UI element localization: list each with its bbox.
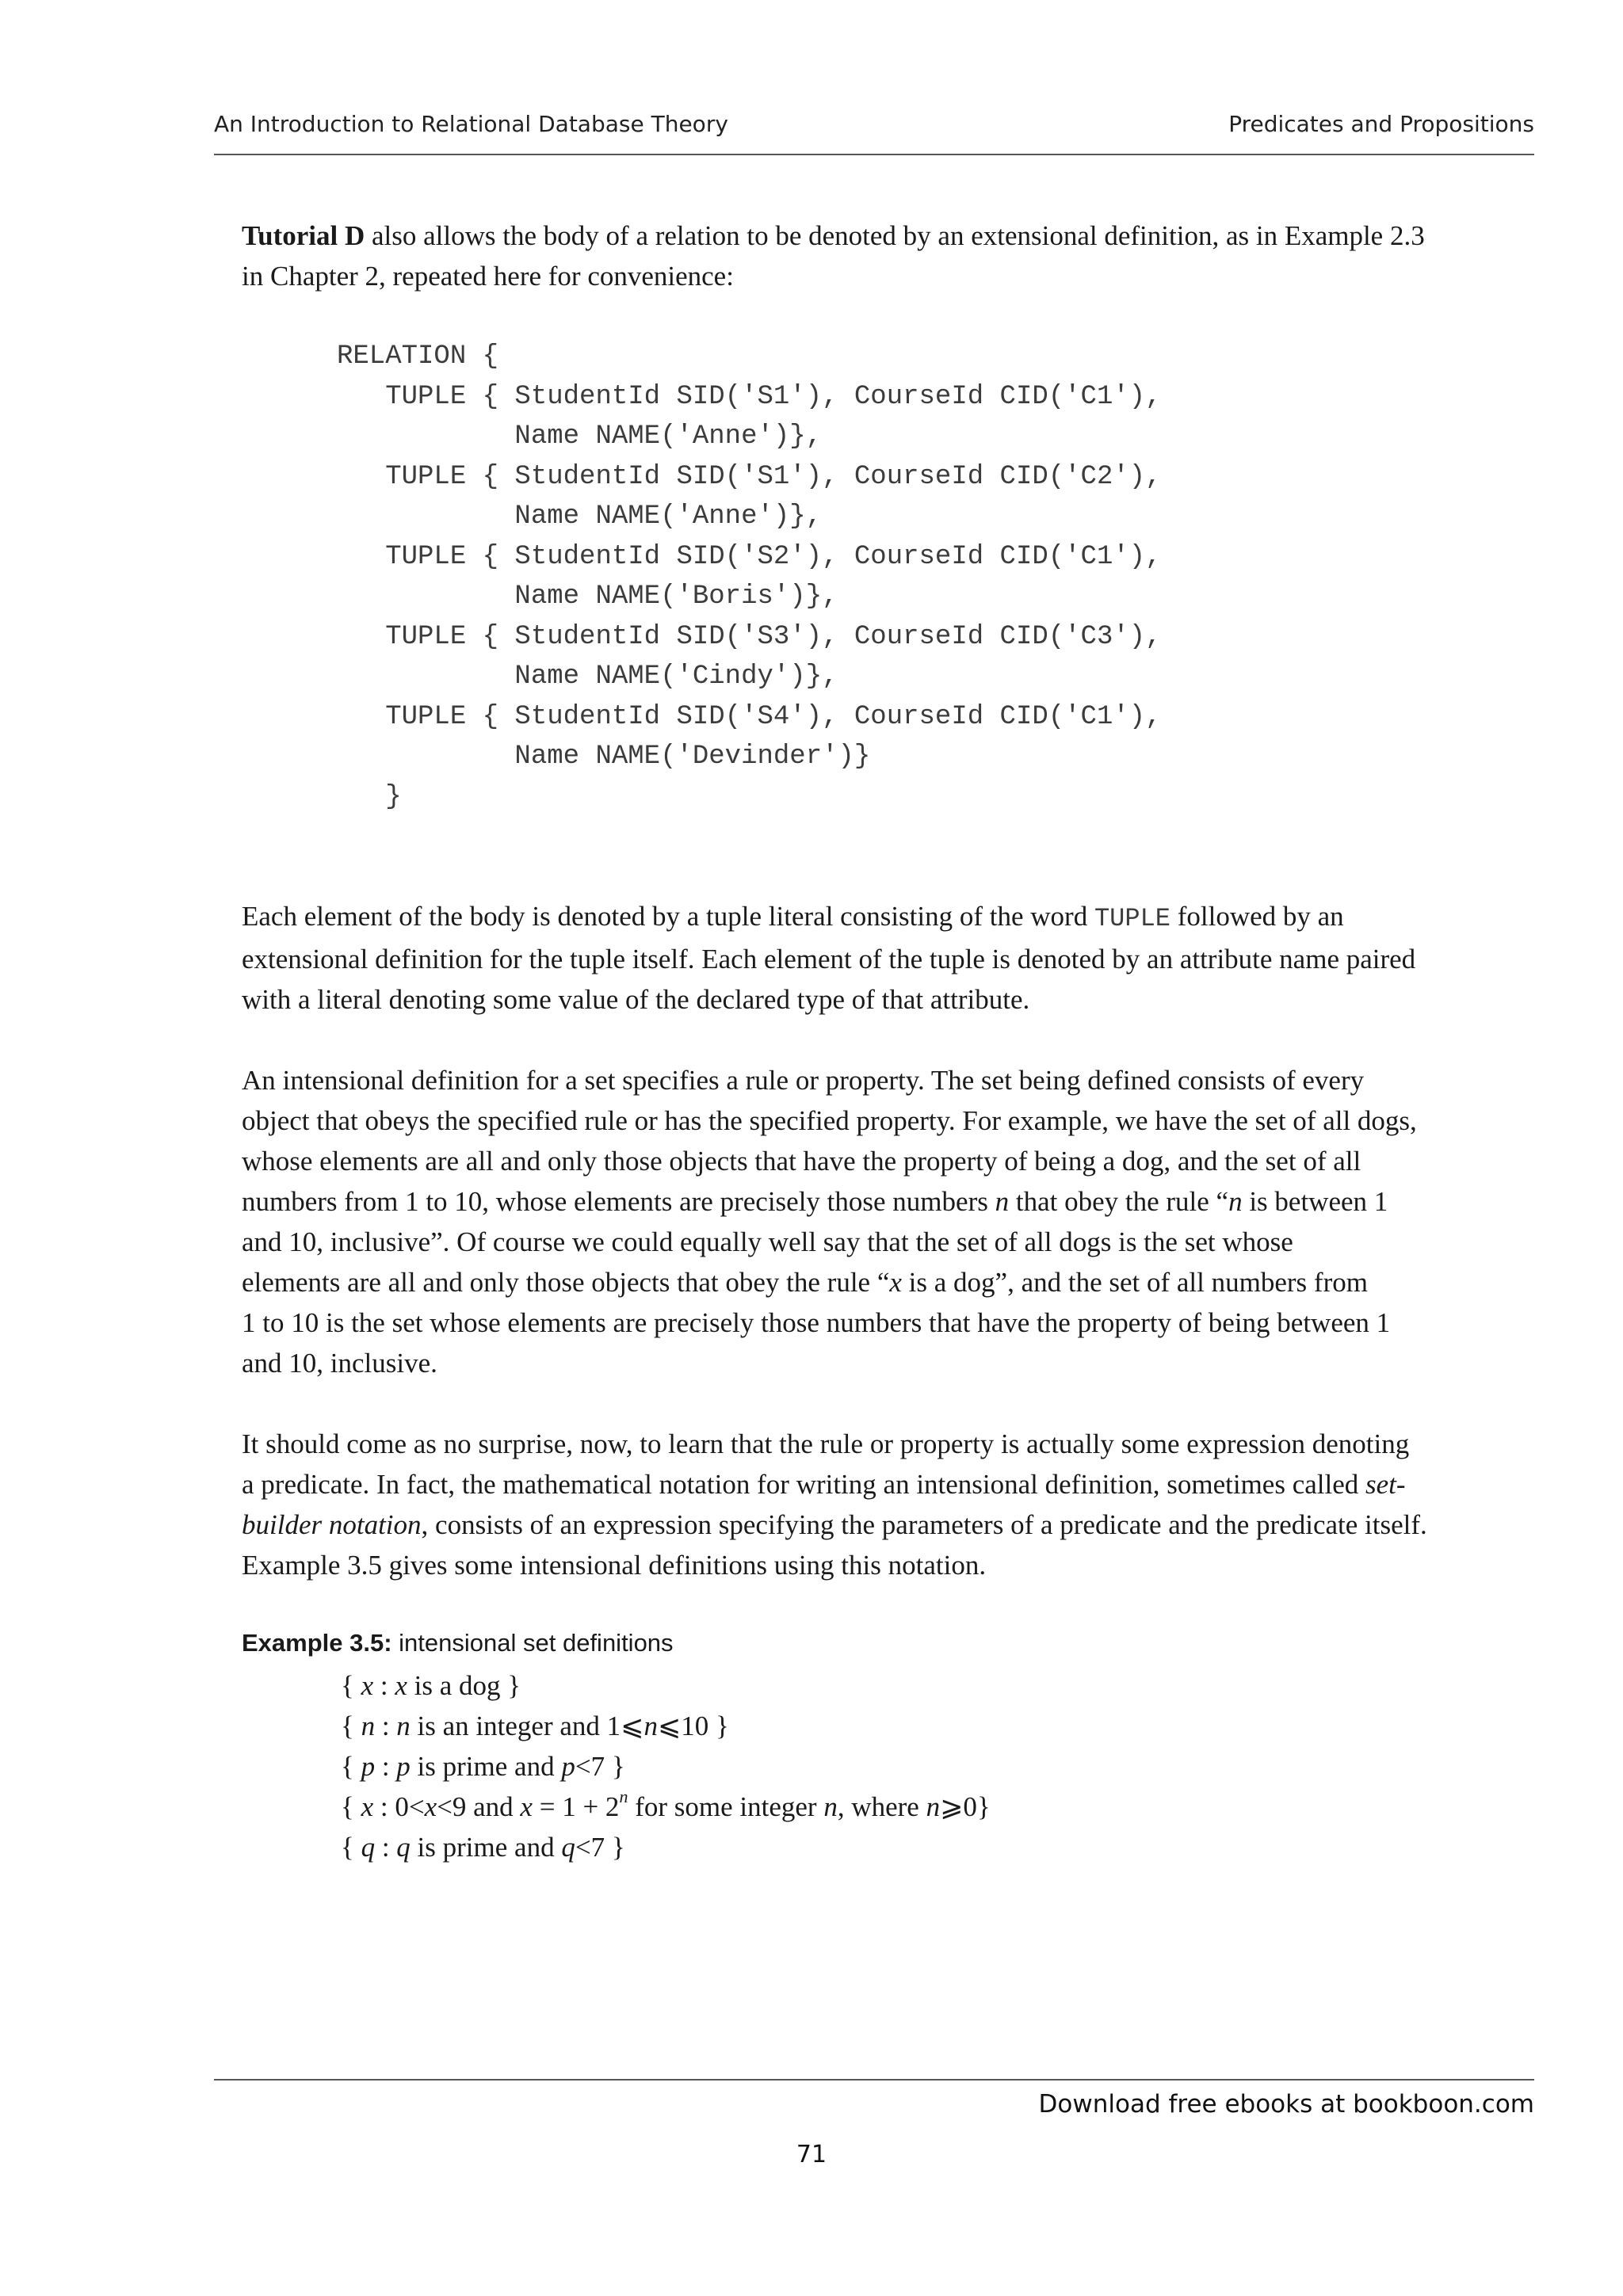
- code-line: TUPLE { StudentId SID('S2'), CourseId CID('C1'),: [337, 541, 1162, 572]
- intensional-definition-paragraph: An intensional definition for a set specifies a rule or property. The set being defined consists of every object that obeys the specified rule or has the specified property. For example, we have the set of all dogs, whose elements are all and only those objects that have the property of being a dog, and the set of all numbers from 1 to 10, whose elements are precisely those numbers n that obey the rule “n is between 1 and 10, inclusive”. Of course we could equally well say that the set of all dogs is the set whose elements are all and only those objects that obey the rule “x is a dog”, and the set of all numbers from 1 to 10 is the set whose elements are precisely those numbers that have the property of being between 1 and 10, inclusive.: [242, 1065, 1417, 1379]
- header-book-title: An Introduction to Relational Database Theory: [214, 111, 728, 137]
- page-body: [242, 215, 1526, 1867]
- header-chapter-title: Predicates and Propositions: [1228, 111, 1534, 137]
- header-divider: [214, 154, 1534, 155]
- code-line: Name NAME('Anne')},: [337, 421, 823, 452]
- download-ebooks-link[interactable]: Download free ebooks at bookboon.com: [1038, 2090, 1534, 2119]
- set-definition: { x : x is a dog }: [341, 1670, 521, 1701]
- code-line: Name NAME('Devinder')}: [337, 742, 871, 772]
- footer-divider: [214, 2079, 1534, 2081]
- example-label: Example 3.5:: [242, 1629, 392, 1657]
- spacer: [242, 817, 1526, 896]
- set-definition: { q : q is prime and q<7 }: [341, 1832, 625, 1863]
- code-line: Name NAME('Cindy')},: [337, 662, 838, 692]
- code-line: Name NAME('Anne')},: [337, 502, 823, 532]
- set-definition: { p : p is prime and p<7 }: [341, 1751, 625, 1782]
- tuple-literal-paragraph: Each element of the body is denoted by a tuple literal consisting of the word TUPLE followed by an extensional definition for the tuple itself. Each element of the tuple is denoted by an attribute name paired with a literal denoting some value of the declared type of that attribute.: [242, 901, 1416, 1015]
- page-number: 71: [796, 2141, 827, 2168]
- set-definition: { x : 0<x<9 and $x = 1 + 2^n$ for some integer n, where n⩾0}: [341, 1787, 991, 1822]
- code-line: Name NAME('Boris')},: [337, 582, 838, 612]
- page-header: [214, 111, 1534, 137]
- code-line: RELATION {: [337, 341, 499, 372]
- code-line: TUPLE { StudentId SID('S3'), CourseId CID('C3'),: [337, 621, 1162, 652]
- code-line: TUPLE { StudentId SID('S1'), CourseId CID('C2'),: [337, 461, 1162, 492]
- example-heading: [242, 1626, 1526, 1661]
- example-title: intensional set definitions: [391, 1629, 674, 1657]
- tutorial-d-name: Tutorial D: [242, 220, 365, 251]
- code-line: TUPLE { StudentId SID('S4'), CourseId CID('C1'),: [337, 701, 1162, 732]
- set-builder-paragraph: It should come as no surprise, now, to learn that the rule or property is actually some expression denoting a predicate. In fact, the mathematical notation for writing an intensional definition, sometimes called set- builder notation, consists of an expression specifying the parameters of a predicate and the predicate itself. Example 3.5 gives some intensional definitions using this notation.: [242, 1428, 1427, 1581]
- relation-code-block: [337, 337, 1526, 817]
- code-line: TUPLE { StudentId SID('S1'), CourseId CID('C1'),: [337, 381, 1162, 412]
- tuple-keyword: TUPLE: [1094, 904, 1170, 933]
- set-definition-list: [341, 1665, 1526, 1867]
- code-line: }: [337, 781, 402, 812]
- set-definition: { n : n is an integer and 1⩽n⩽10 }: [341, 1711, 729, 1741]
- intro-paragraph: Tutorial D also allows the body of a relation to be denoted by an extensional definition, as in Example 2.3 in Chapter 2, repeated here for convenience:: [242, 220, 1425, 292]
